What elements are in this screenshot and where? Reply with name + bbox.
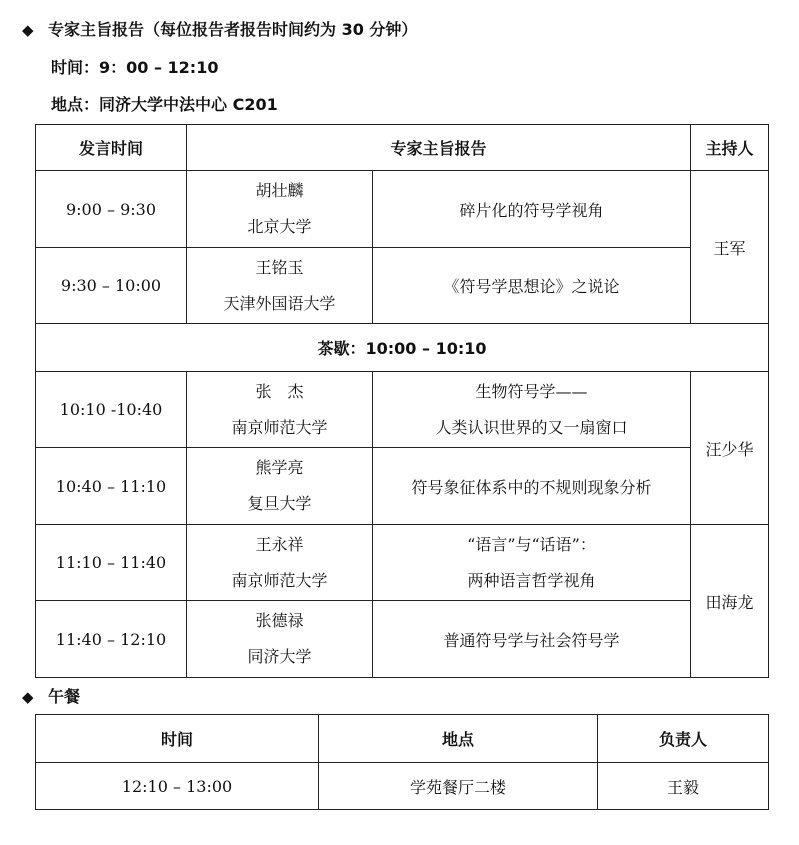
table-header-row	[36, 715, 769, 763]
header-place: 地点	[319, 715, 598, 763]
speaker-name: 王永祥	[255, 534, 304, 554]
row-time: 10:10 -10:40	[36, 372, 187, 448]
keynote-place-line: 地点：同济大学中法中心 C201	[51, 95, 278, 114]
table-row	[36, 601, 769, 678]
diamond-bullet-icon: ◆	[22, 688, 34, 706]
speaker-cell	[187, 171, 373, 248]
keynote-section-title: 专家主旨报告（每位报告者报告时间约为 30 分钟）	[48, 20, 418, 39]
row-time: 11:10 – 11:40	[36, 525, 187, 601]
host-cell: 王军	[691, 171, 769, 324]
diamond-bullet-icon: ◆	[22, 21, 34, 39]
row-time: 10:40 – 11:10	[36, 448, 187, 525]
lunch-place: 学苑餐厅二楼	[319, 763, 598, 810]
row-time: 9:30 – 10:00	[36, 248, 187, 324]
table-row	[36, 248, 769, 324]
host-cell: 汪少华	[691, 372, 769, 525]
speaker-affiliation: 天津外国语大学	[223, 293, 336, 313]
tea-break-label: 茶歇：10:00 – 10:10	[36, 324, 769, 372]
host-cell: 田海龙	[691, 525, 769, 678]
topic-line: 生物符号学——	[475, 381, 588, 401]
speaker-affiliation: 南京师范大学	[231, 570, 328, 590]
lunch-section-heading	[22, 687, 80, 707]
lunch-table	[35, 714, 769, 810]
lunch-section-title: 午餐	[48, 687, 81, 706]
speaker-cell	[187, 525, 373, 601]
keynote-section-heading	[22, 20, 417, 40]
table-row	[36, 448, 769, 525]
table-row	[36, 525, 769, 601]
table-row	[36, 372, 769, 448]
speaker-cell	[187, 448, 373, 525]
table-header-row	[36, 125, 769, 171]
speaker-cell	[187, 248, 373, 324]
speaker-name: 王铭玉	[255, 257, 304, 277]
topic-line: “语言”与“话语”：	[467, 534, 596, 554]
speaker-name: 熊学亮	[255, 458, 304, 477]
topic-line: 人类认识世界的又一扇窗口	[435, 417, 628, 437]
speaker-affiliation: 同济大学	[247, 647, 312, 666]
speaker-cell	[187, 372, 373, 448]
table-row	[36, 171, 769, 248]
header-person: 负责人	[598, 715, 769, 763]
header-time: 发言时间	[36, 125, 187, 171]
topic-cell: 《符号学思想论》之说论	[373, 248, 691, 324]
topic-cell: 普通符号学与社会符号学	[373, 601, 691, 678]
speaker-affiliation: 南京师范大学	[231, 417, 328, 437]
topic-cell: 符号象征体系中的不规则现象分析	[373, 448, 691, 525]
keynote-schedule-table	[35, 124, 769, 678]
row-time: 11:40 – 12:10	[36, 601, 187, 678]
topic-cell	[373, 525, 691, 601]
tea-break-row	[36, 324, 769, 372]
header-time: 时间	[36, 715, 319, 763]
lunch-person: 王毅	[598, 763, 769, 810]
speaker-name: 胡壮麟	[255, 181, 304, 200]
header-keynote: 专家主旨报告	[187, 125, 691, 171]
topic-cell	[373, 372, 691, 448]
keynote-time-line: 时间：9：00 – 12:10	[51, 58, 219, 77]
topic-cell: 碎片化的符号学视角	[373, 171, 691, 248]
table-row	[36, 763, 769, 810]
header-host: 主持人	[691, 125, 769, 171]
speaker-name: 张 杰	[255, 381, 304, 401]
speaker-affiliation: 北京大学	[247, 217, 312, 236]
row-time: 9:00 – 9:30	[36, 171, 187, 248]
speaker-cell	[187, 601, 373, 678]
topic-line: 两种语言哲学视角	[467, 570, 596, 590]
speaker-affiliation: 复旦大学	[247, 494, 312, 513]
speaker-name: 张德禄	[255, 611, 304, 630]
lunch-time: 12:10 – 13:00	[36, 763, 319, 810]
